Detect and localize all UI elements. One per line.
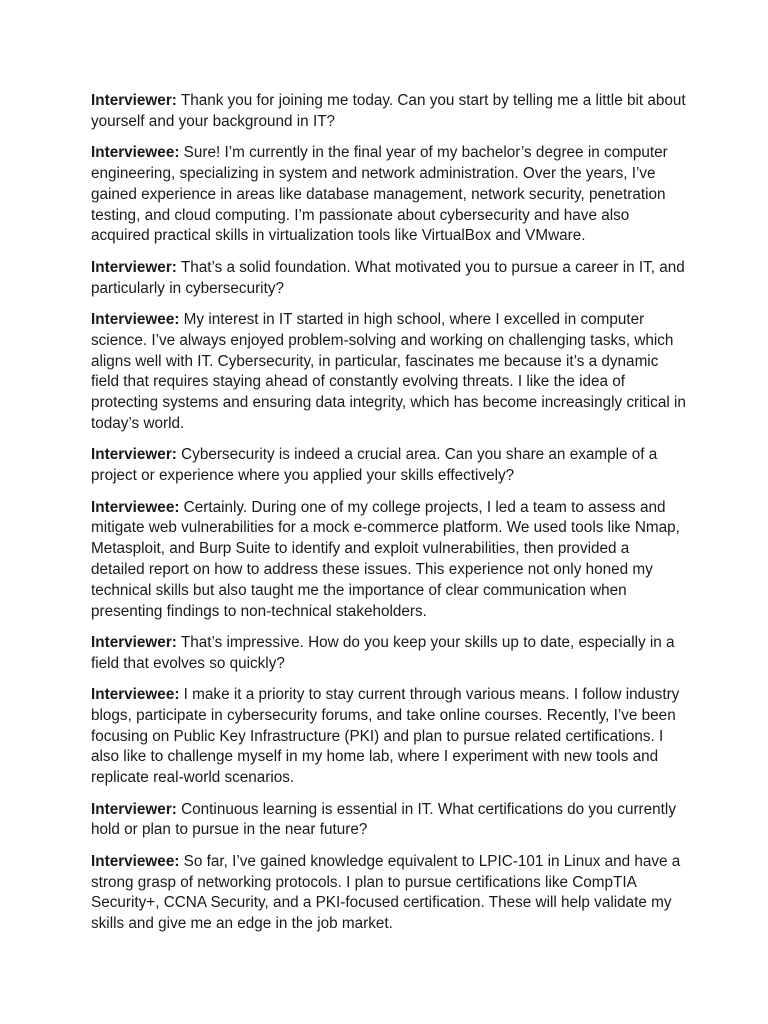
speaker-label: Interviewer:	[91, 800, 177, 818]
dialogue-text: I make it a priority to stay current through various means. I follow industry blogs, participate in cybersecurity forums, and take online courses. Recently, I’ve been focusing on Public Key Infrastructure (PKI) and plan to pursue related certifications. I also like to challenge myself in my home lab, where I experiment with new tools and replicate real-world scenarios.	[91, 686, 680, 787]
dialogue-turn	[91, 143, 686, 247]
speaker-label: Interviewer:	[91, 446, 177, 464]
dialogue-text: That’s a solid foundation. What motivated you to pursue a career in IT, and particularly in cybersecurity?	[91, 258, 685, 297]
dialogue-turn	[91, 852, 686, 935]
speaker-label: Interviewee:	[91, 310, 180, 328]
speaker-label: Interviewee:	[91, 852, 180, 870]
dialogue-turn	[91, 498, 686, 623]
dialogue-text: My interest in IT started in high school, where I excelled in computer science. I’ve always enjoyed problem-solving and working on challenging tasks, which aligns well with IT. Cybersecurity, in particular, fascinates me because it’s a dynamic field that requires staying ahead of constantly evolving threats. I like the idea of protecting systems and ensuring data integrity, which has become increasingly critical in today’s world.	[91, 310, 686, 432]
interview-transcript	[91, 91, 686, 946]
speaker-label: Interviewer:	[91, 633, 177, 651]
dialogue-text: Certainly. During one of my college projects, I led a team to assess and mitigate web vulnerabilities for a mock e-commerce platform. We used tools like Nmap, Metasploit, and Burp Suite to identify and exploit vulnerabilities, then provided a detailed report on how to address these issues. This experience not only honed my technical skills but also taught me the importance of clear communication when presenting findings to non-technical stakeholders.	[91, 498, 680, 620]
dialogue-turn	[91, 91, 686, 133]
dialogue-turn	[91, 445, 686, 487]
dialogue-text: Thank you for joining me today. Can you start by telling me a little bit about yourself and your background in IT?	[91, 92, 686, 130]
dialogue-text: Cybersecurity is indeed a crucial area. Can you share an example of a project or experience where you applied your skills effectively?	[91, 446, 658, 485]
dialogue-text: That’s impressive. How do you keep your skills up to date, especially in a field that evolves so quickly?	[91, 633, 675, 672]
dialogue-turn	[91, 685, 686, 789]
dialogue-text: Continuous learning is essential in IT. What certifications do you currently hold or plan to pursue in the near future?	[91, 800, 676, 839]
dialogue-turn	[91, 310, 686, 435]
dialogue-turn	[91, 633, 686, 675]
speaker-label: Interviewer:	[91, 258, 177, 276]
speaker-label: Interviewee:	[91, 498, 180, 516]
dialogue-text: So far, I’ve gained knowledge equivalent to LPIC-101 in Linux and have a strong grasp of networking protocols. I plan to pursue certifications like CompTIA Security+, CCNA Security, and a PKI-focused certification. These will help validate my skills and give me an edge in the job market.	[91, 852, 681, 933]
dialogue-turn	[91, 800, 686, 842]
speaker-label: Interviewee:	[91, 144, 180, 162]
dialogue-turn	[91, 258, 686, 300]
dialogue-text: Sure! I’m currently in the final year of my bachelor’s degree in computer engineering, specializing in system and network administration. Over the years, I’ve gained experience in areas like database management, network security, penetration testing, and cloud computing. I’m passionate about cybersecurity and have also acquired practical skills in virtualization tools like VirtualBox and VMware.	[91, 144, 668, 245]
speaker-label: Interviewer:	[91, 92, 177, 109]
speaker-label: Interviewee:	[91, 686, 180, 704]
